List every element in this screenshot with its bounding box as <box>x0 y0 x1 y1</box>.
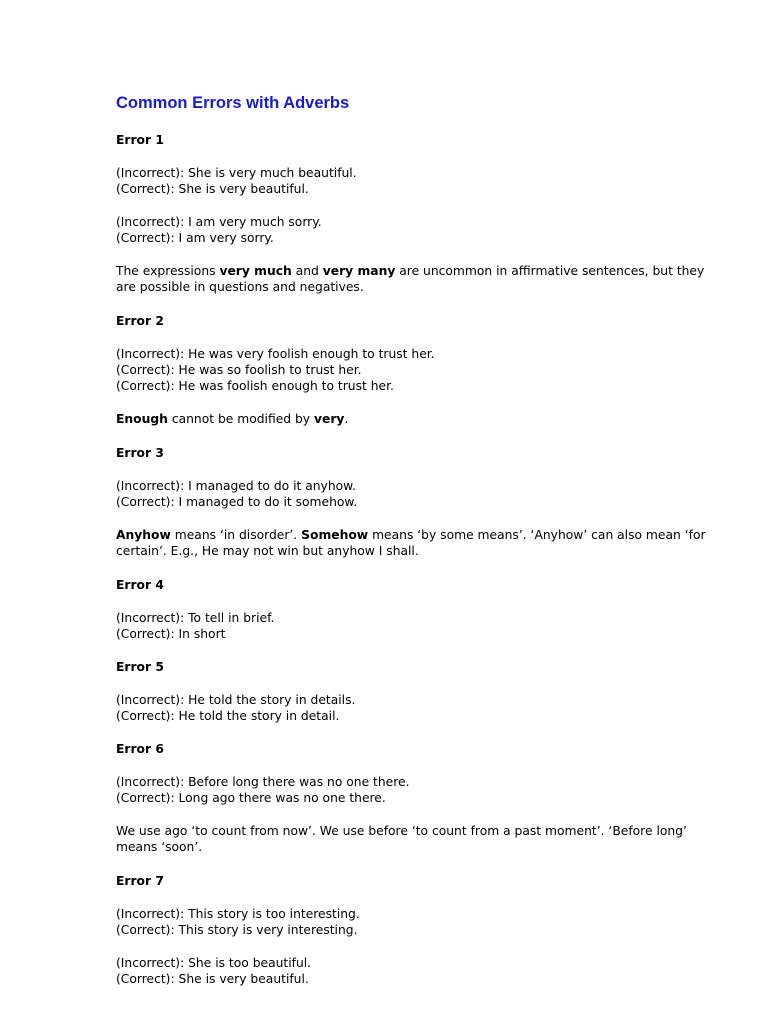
note-text: are uncommon in affirmative sentences, but they are possible in questions and negatives. <box>116 264 705 294</box>
example-group <box>116 774 716 806</box>
incorrect-example: (Incorrect): She is very much beautiful. <box>116 166 357 180</box>
example-group <box>116 610 716 642</box>
error-section <box>116 445 716 559</box>
error-heading: Error 4 <box>116 578 164 592</box>
correct-example: (Correct): In short <box>116 627 226 641</box>
emphasized-term: very <box>314 412 345 426</box>
example-group <box>116 214 716 246</box>
incorrect-example: (Incorrect): She is too beautiful. <box>116 956 312 970</box>
error-heading: Error 1 <box>116 133 164 147</box>
error-heading: Error 5 <box>116 660 164 674</box>
error-heading: Error 3 <box>116 446 164 460</box>
explanation-note <box>116 527 716 559</box>
document-body <box>116 93 716 1004</box>
example-group <box>116 165 716 197</box>
explanation-note <box>116 411 716 427</box>
correct-example: (Correct): I am very sorry. <box>116 231 274 245</box>
incorrect-example: (Incorrect): He told the story in details. <box>116 693 356 707</box>
example-group <box>116 692 716 724</box>
emphasized-term: very much <box>219 264 292 278</box>
correct-example: (Correct): Long ago there was no one there. <box>116 791 386 805</box>
correct-example: (Correct): I managed to do it somehow. <box>116 495 358 509</box>
emphasized-term: Enough <box>116 412 168 426</box>
note-text: We use ago ‘to count from now’. We use before ‘to count from a past moment’. ‘Before long’ means ‘soon’. <box>116 824 687 854</box>
example-group <box>116 478 716 510</box>
correct-example: (Correct): He was so foolish to trust her. <box>116 363 362 377</box>
note-text: . <box>344 412 349 426</box>
error-section <box>116 659 716 724</box>
correct-example: (Correct): He told the story in detail. <box>116 709 340 723</box>
note-text: cannot be modified by <box>167 412 314 426</box>
correct-example: (Correct): She is very beautiful. <box>116 182 309 196</box>
incorrect-example: (Incorrect): I am very much sorry. <box>116 215 322 229</box>
error-heading: Error 2 <box>116 314 164 328</box>
error-section <box>116 741 716 855</box>
incorrect-example: (Incorrect): To tell in brief. <box>116 611 275 625</box>
error-heading: Error 6 <box>116 742 164 756</box>
correct-example: (Correct): He was foolish enough to trust her. <box>116 379 394 393</box>
incorrect-example: (Incorrect): I managed to do it anyhow. <box>116 479 356 493</box>
emphasized-term: Somehow <box>301 528 369 542</box>
error-section <box>116 577 716 642</box>
explanation-note <box>116 823 716 855</box>
correct-example: (Correct): She is very beautiful. <box>116 972 309 986</box>
note-text: means ‘in disorder’. <box>170 528 302 542</box>
correct-example: (Correct): This story is very interesting. <box>116 923 358 937</box>
page-title: Common Errors with Adverbs <box>116 94 350 112</box>
note-text: and <box>291 264 323 278</box>
example-group <box>116 906 716 938</box>
errors-list <box>116 132 716 987</box>
error-section <box>116 873 716 987</box>
note-text: The expressions <box>116 264 220 278</box>
incorrect-example: (Incorrect): This story is too interesting. <box>116 907 360 921</box>
example-group <box>116 955 716 987</box>
error-section <box>116 132 716 295</box>
incorrect-example: (Incorrect): He was very foolish enough to trust her. <box>116 347 435 361</box>
error-section <box>116 313 716 427</box>
incorrect-example: (Incorrect): Before long there was no one there. <box>116 775 410 789</box>
example-group <box>116 346 716 394</box>
emphasized-term: Anyhow <box>116 528 171 542</box>
emphasized-term: very many <box>322 264 396 278</box>
error-heading: Error 7 <box>116 874 164 888</box>
explanation-note <box>116 263 716 295</box>
note-text: means ‘by some means’. ‘Anyhow’ can also mean ‘for certain’. E.g., He may not win but anyhow I shall. <box>116 528 706 558</box>
